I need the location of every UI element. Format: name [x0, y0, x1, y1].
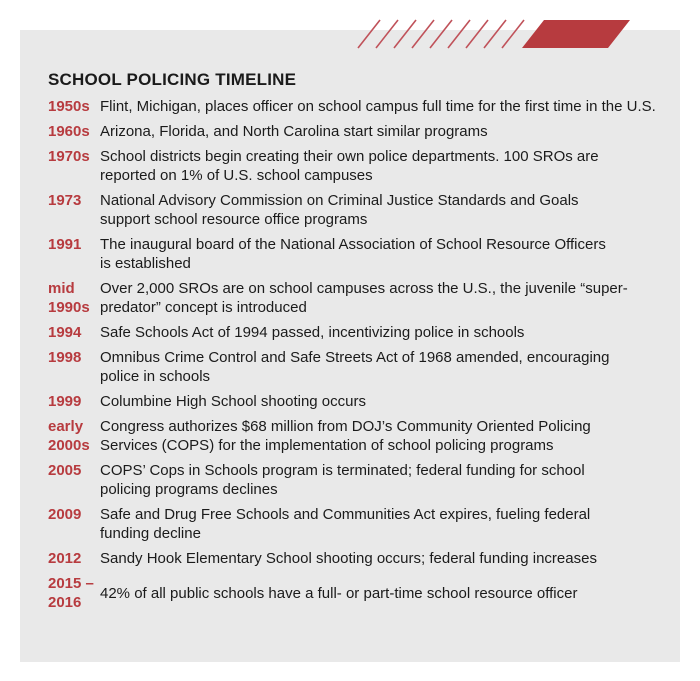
- timeline-description-line: Columbine High School shooting occurs: [100, 393, 366, 410]
- timeline-description: [100, 147, 668, 185]
- decorative-stripes: [350, 18, 640, 50]
- timeline-description: [100, 97, 668, 116]
- timeline-description-line: COPS’ Cops in Schools program is terminated; federal funding for school: [100, 462, 585, 479]
- timeline-description: [100, 323, 668, 342]
- timeline-year-line: 2016: [48, 594, 82, 611]
- timeline-year-line: mid: [48, 280, 75, 297]
- timeline-row: [48, 574, 668, 612]
- timeline-description-line: School districts begin creating their own police departments. 100 SROs are: [100, 148, 599, 165]
- timeline-description-line: Arizona, Florida, and North Carolina start similar programs: [100, 123, 488, 140]
- timeline-description: [100, 584, 668, 603]
- timeline-year-line: 1973: [48, 192, 82, 209]
- timeline-description-line: support school resource office programs: [100, 211, 368, 228]
- timeline-row: [48, 417, 668, 455]
- timeline-year: [48, 323, 100, 342]
- timeline-year: [48, 279, 100, 317]
- timeline-description: [100, 505, 668, 543]
- timeline-year: [48, 461, 100, 480]
- timeline-year: [48, 122, 100, 141]
- timeline-row: [48, 323, 668, 342]
- timeline-year-line: 1991: [48, 236, 82, 253]
- timeline-year: [48, 97, 100, 116]
- timeline-year-line: 2005: [48, 462, 82, 479]
- timeline-year-line: 1990s: [48, 299, 90, 316]
- timeline-year-line: 1970s: [48, 148, 90, 165]
- timeline-year-line: early: [48, 418, 84, 435]
- timeline-description-line: National Advisory Commission on Criminal Justice Standards and Goals: [100, 192, 579, 209]
- timeline-year: [48, 574, 100, 612]
- timeline-description-line: Sandy Hook Elementary School shooting occurs; federal funding increases: [100, 550, 597, 567]
- timeline-year: [48, 505, 100, 524]
- timeline-title: SCHOOL POLICING TIMELINE: [48, 70, 297, 89]
- timeline-year-line: 1999: [48, 393, 82, 410]
- timeline-description: [100, 392, 668, 411]
- timeline-year-line: 2015 –: [48, 575, 94, 592]
- timeline-year: [48, 549, 100, 568]
- timeline-year-line: 1950s: [48, 98, 90, 115]
- timeline-row: [48, 235, 668, 273]
- timeline-year: [48, 235, 100, 254]
- timeline-year-line: 2000s: [48, 437, 90, 454]
- timeline-description: [100, 461, 668, 499]
- timeline-year: [48, 392, 100, 411]
- timeline-description: [100, 549, 668, 568]
- timeline-description-line: Safe and Drug Free Schools and Communities Act expires, fueling federal: [100, 506, 591, 523]
- timeline-description-line: reported on 1% of U.S. school campuses: [100, 167, 373, 184]
- timeline-row: [48, 97, 668, 116]
- timeline-row: [48, 122, 668, 141]
- timeline-description-line: Safe Schools Act of 1994 passed, incentivizing police in schools: [100, 324, 525, 341]
- timeline-row: [48, 549, 668, 568]
- timeline-row: [48, 191, 668, 229]
- timeline-description: [100, 235, 668, 273]
- timeline-description-line: is established: [100, 255, 191, 272]
- timeline-description: [100, 348, 668, 386]
- timeline-year: [48, 348, 100, 367]
- timeline-row: [48, 147, 668, 185]
- timeline-year-line: 1998: [48, 349, 82, 366]
- timeline-year: [48, 191, 100, 210]
- timeline-row: [48, 279, 668, 317]
- timeline-description-line: Flint, Michigan, places officer on school campus full time for the first time in the U.S.: [100, 98, 656, 115]
- timeline-description-line: The inaugural board of the National Association of School Resource Officers: [100, 236, 606, 253]
- timeline-description: [100, 122, 668, 141]
- timeline-description-line: police in schools: [100, 368, 211, 385]
- timeline-year: [48, 417, 100, 455]
- timeline-description-line: Services (COPS) for the implementation of school policing programs: [100, 437, 554, 454]
- timeline-row: [48, 348, 668, 386]
- timeline-description-line: policing programs declines: [100, 481, 278, 498]
- timeline-description-line: Over 2,000 SROs are on school campuses across the U.S., the juvenile “super-: [100, 280, 628, 297]
- timeline-description-line: Congress authorizes $68 million from DOJ’s Community Oriented Policing: [100, 418, 591, 435]
- timeline-year-line: 2009: [48, 506, 82, 523]
- timeline-description: [100, 191, 668, 229]
- timeline-description-line: Omnibus Crime Control and Safe Streets Act of 1968 amended, encouraging: [100, 349, 610, 366]
- timeline-row: [48, 392, 668, 411]
- timeline-year-line: 1960s: [48, 123, 90, 140]
- timeline-year-line: 2012: [48, 550, 82, 567]
- timeline-description-line: funding decline: [100, 525, 201, 542]
- timeline-year: [48, 147, 100, 166]
- timeline-list: [48, 97, 668, 618]
- timeline-row: [48, 461, 668, 499]
- timeline-description: [100, 279, 668, 317]
- timeline-year-line: 1994: [48, 324, 82, 341]
- timeline-description-line: predator” concept is introduced: [100, 299, 307, 316]
- timeline-row: [48, 505, 668, 543]
- timeline-description-line: 42% of all public schools have a full- or part-time school resource officer: [100, 584, 578, 602]
- timeline-description: [100, 417, 668, 455]
